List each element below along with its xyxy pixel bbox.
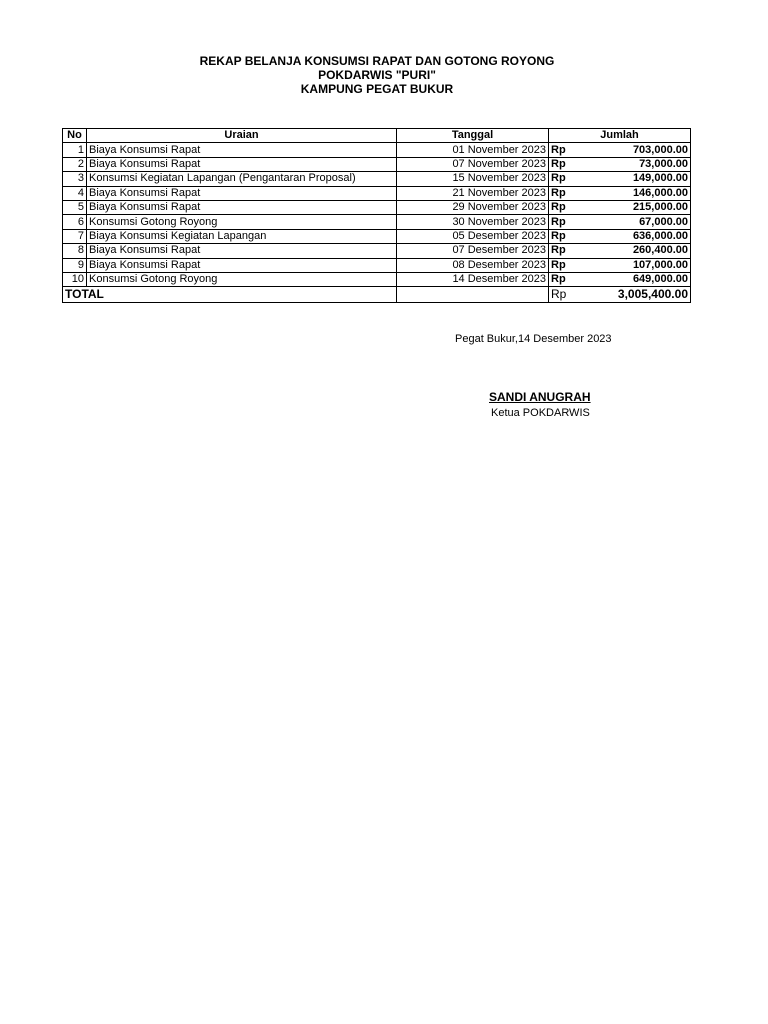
col-header-no: No: [63, 129, 87, 143]
signer-title: Ketua POKDARWIS: [491, 407, 590, 419]
row-tanggal: 14 Desember 2023: [397, 272, 549, 286]
row-no: 7: [63, 229, 87, 243]
row-tanggal: 07 November 2023: [397, 157, 549, 171]
row-no: 10: [63, 272, 87, 286]
table-row: [63, 186, 691, 200]
header-organization: POKDARWIS "PURI": [318, 68, 436, 82]
col-header-tanggal: Tanggal: [397, 129, 549, 143]
row-uraian: Biaya Konsumsi Rapat: [87, 186, 397, 200]
col-header-uraian: Uraian: [87, 129, 397, 143]
total-row: [63, 287, 691, 303]
row-uraian: Biaya Konsumsi Rapat: [87, 244, 397, 258]
row-currency: Rp: [549, 215, 589, 229]
table-row: [63, 215, 691, 229]
row-tanggal: 21 November 2023: [397, 186, 549, 200]
row-amount: 107,000.00: [589, 258, 691, 272]
expense-table: [62, 128, 691, 303]
row-currency: Rp: [549, 258, 589, 272]
total-amount: 3,005,400.00: [589, 287, 691, 303]
row-no: 4: [63, 186, 87, 200]
row-currency: Rp: [549, 272, 589, 286]
total-currency: Rp: [549, 287, 589, 303]
row-currency: Rp: [549, 157, 589, 171]
row-amount: 636,000.00: [589, 229, 691, 243]
row-amount: 649,000.00: [589, 272, 691, 286]
header-location: KAMPUNG PEGAT BUKUR: [300, 82, 454, 96]
row-tanggal: 29 November 2023: [397, 200, 549, 214]
total-label: TOTAL: [63, 287, 397, 303]
place-date: Pegat Bukur,14 Desember 2023: [455, 333, 612, 345]
row-currency: Rp: [549, 229, 589, 243]
row-amount: 73,000.00: [589, 157, 691, 171]
signer-name: SANDI ANUGRAH: [489, 390, 591, 404]
document-header: [0, 54, 754, 96]
table-row: [63, 172, 691, 186]
row-no: 1: [63, 143, 87, 157]
row-tanggal: 15 November 2023: [397, 172, 549, 186]
row-currency: Rp: [549, 200, 589, 214]
row-amount: 67,000.00: [589, 215, 691, 229]
table-row: [63, 272, 691, 286]
row-uraian: Biaya Konsumsi Kegiatan Lapangan: [87, 229, 397, 243]
table-header-row: [63, 129, 691, 143]
header-title: REKAP BELANJA KONSUMSI RAPAT DAN GOTONG ROYONG: [199, 54, 555, 68]
row-uraian: Biaya Konsumsi Rapat: [87, 200, 397, 214]
row-tanggal: 30 November 2023: [397, 215, 549, 229]
total-spacer: [397, 287, 549, 303]
row-currency: Rp: [549, 186, 589, 200]
row-amount: 149,000.00: [589, 172, 691, 186]
table-row: [63, 157, 691, 171]
row-tanggal: 01 November 2023: [397, 143, 549, 157]
row-uraian: Konsumsi Gotong Royong: [87, 215, 397, 229]
row-amount: 215,000.00: [589, 200, 691, 214]
row-amount: 146,000.00: [589, 186, 691, 200]
table-row: [63, 143, 691, 157]
table-row: [63, 258, 691, 272]
row-uraian: Biaya Konsumsi Rapat: [87, 258, 397, 272]
row-uraian: Konsumsi Gotong Royong: [87, 272, 397, 286]
row-no: 2: [63, 157, 87, 171]
row-no: 8: [63, 244, 87, 258]
row-tanggal: 05 Desember 2023: [397, 229, 549, 243]
row-amount: 703,000.00: [589, 143, 691, 157]
row-currency: Rp: [549, 244, 589, 258]
table-row: [63, 244, 691, 258]
row-currency: Rp: [549, 143, 589, 157]
row-uraian: Konsumsi Kegiatan Lapangan (Pengantaran Proposal): [87, 172, 397, 186]
row-no: 5: [63, 200, 87, 214]
row-tanggal: 08 Desember 2023: [397, 258, 549, 272]
row-currency: Rp: [549, 172, 589, 186]
table-row: [63, 229, 691, 243]
row-amount: 260,400.00: [589, 244, 691, 258]
table-row: [63, 200, 691, 214]
row-no: 9: [63, 258, 87, 272]
row-uraian: Biaya Konsumsi Rapat: [87, 143, 397, 157]
row-tanggal: 07 Desember 2023: [397, 244, 549, 258]
row-uraian: Biaya Konsumsi Rapat: [87, 157, 397, 171]
row-no: 6: [63, 215, 87, 229]
row-no: 3: [63, 172, 87, 186]
col-header-jumlah: Jumlah: [549, 129, 691, 143]
